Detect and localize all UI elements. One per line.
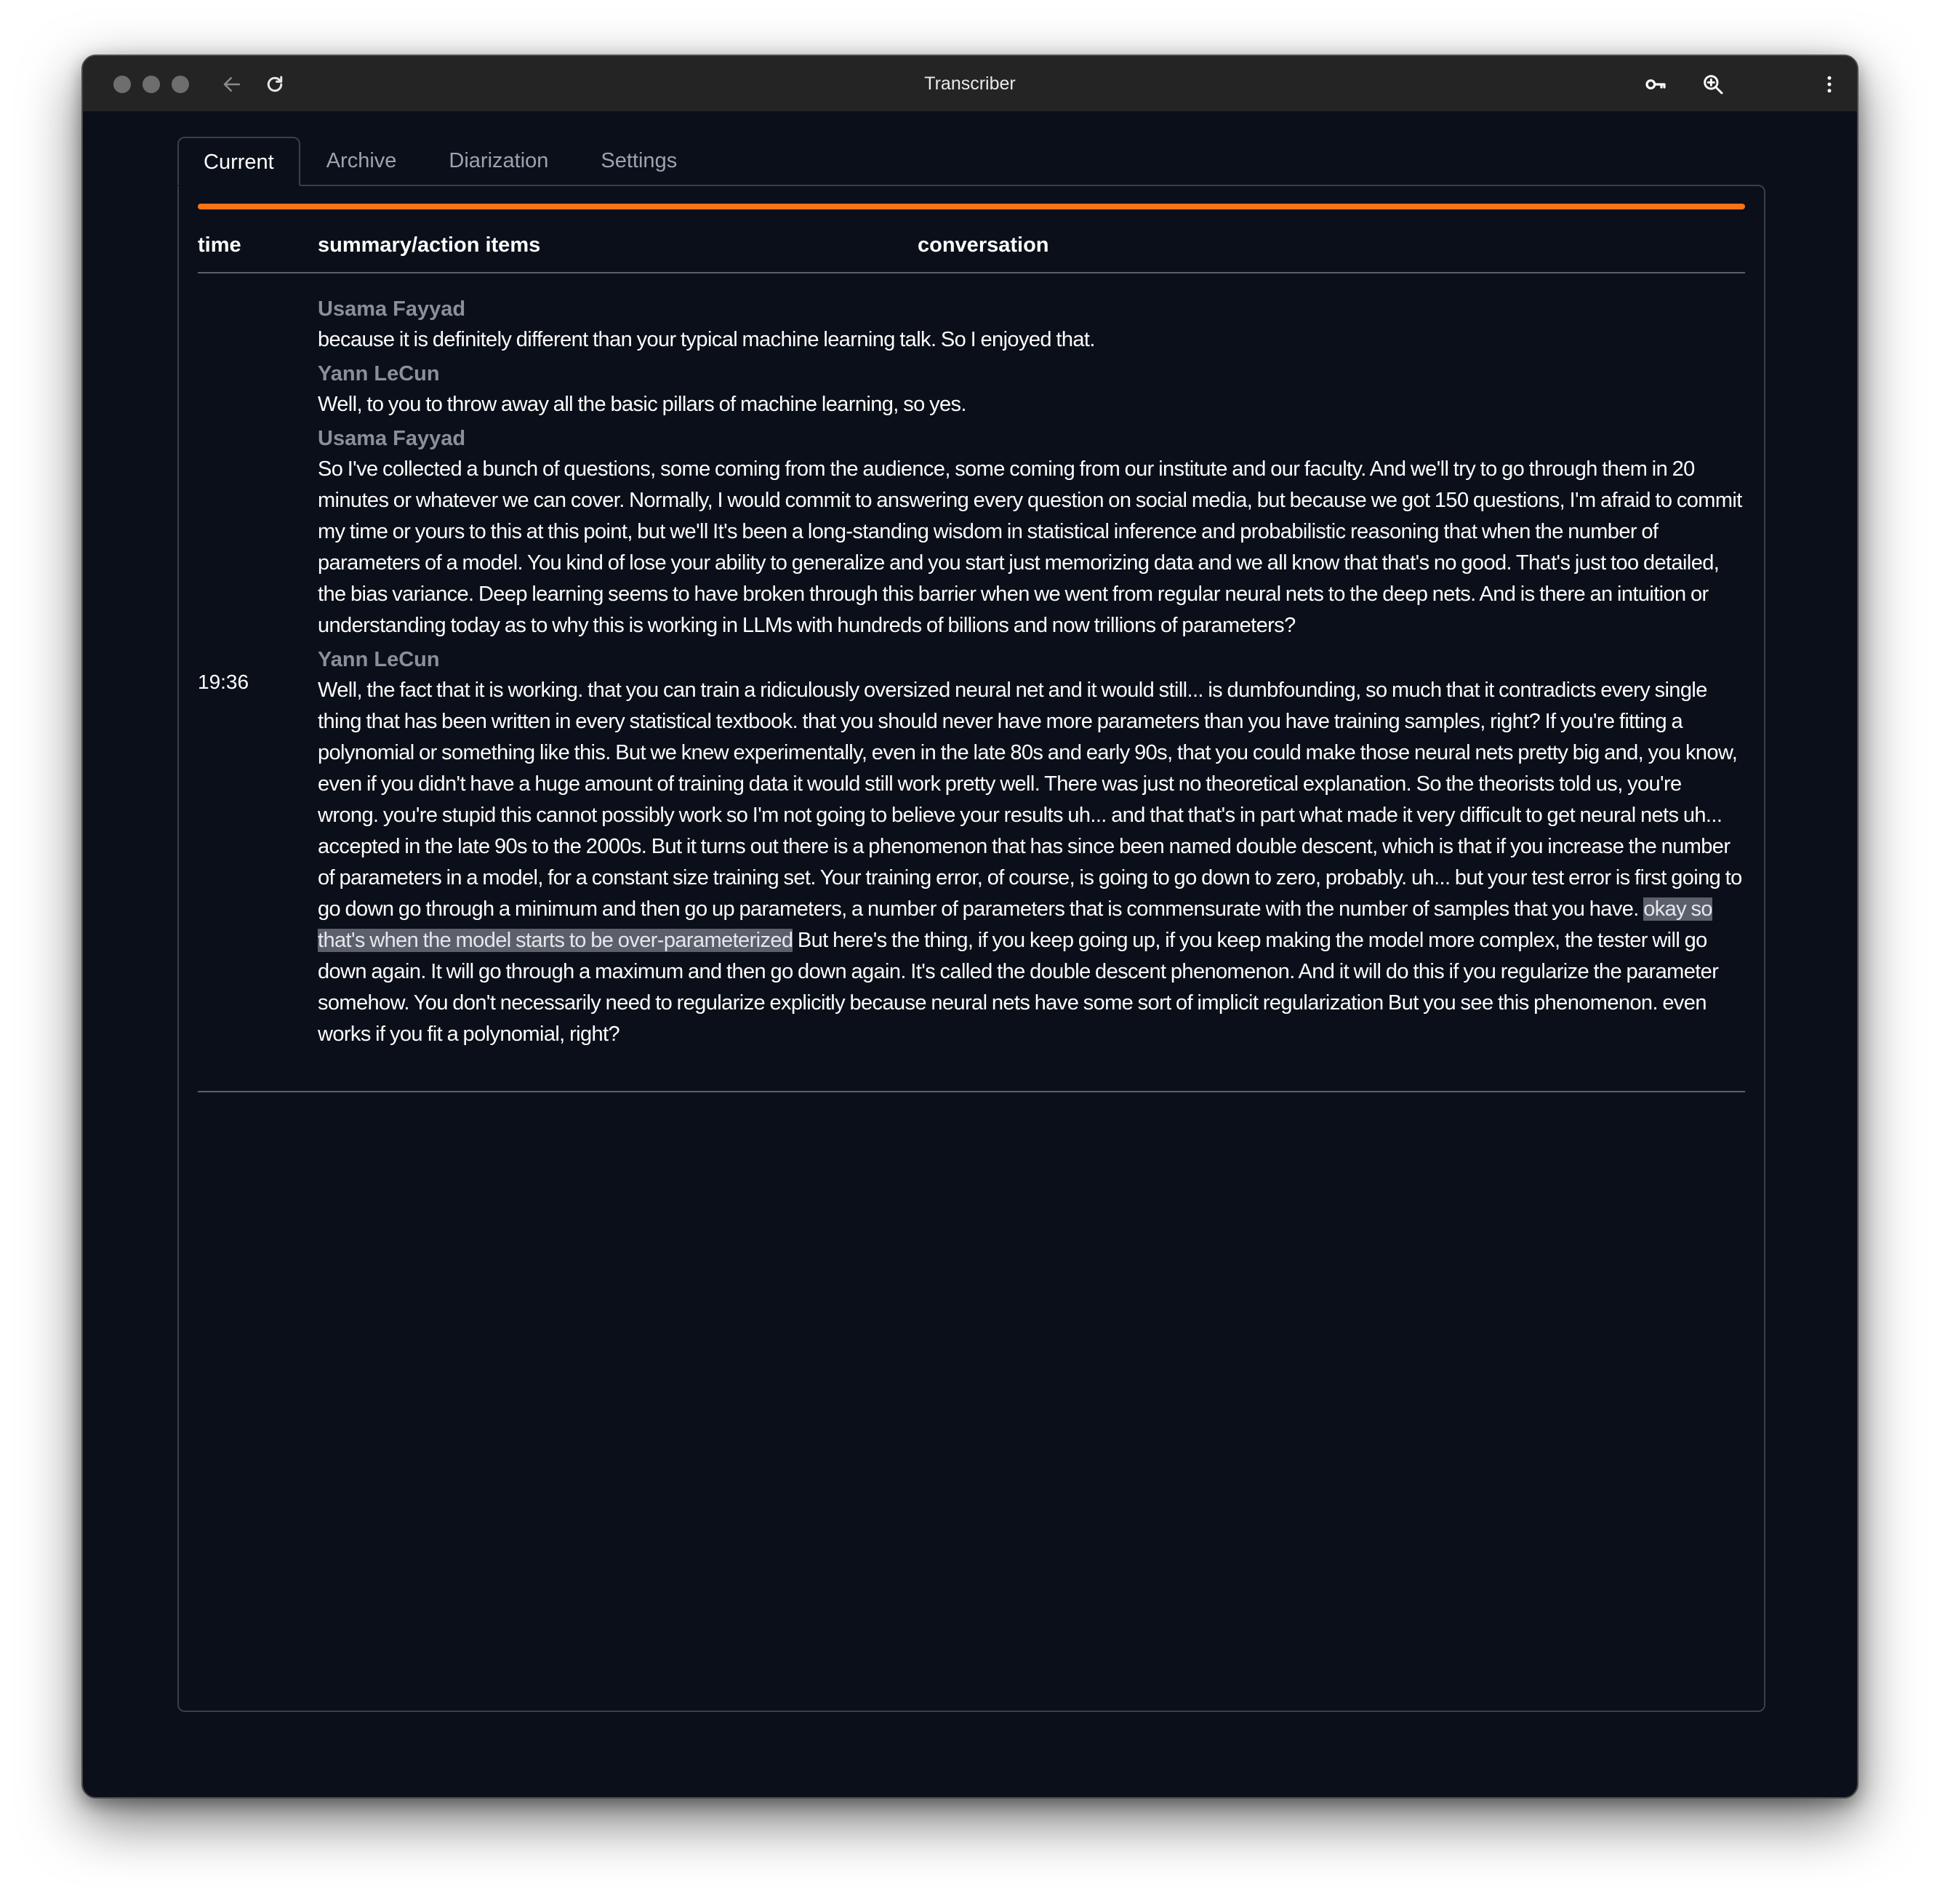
table-header xyxy=(198,220,1745,273)
tab-bar xyxy=(177,137,703,186)
progress-bar xyxy=(198,204,1745,209)
message-item xyxy=(318,644,1743,1050)
message-item xyxy=(318,423,1743,641)
more-vertical-icon[interactable] xyxy=(1816,71,1843,98)
message-text-before: Well, the fact that it is working. that you can train a ridiculously oversized neural net and it would still... is dumbfounding, so much that it contradicts every single thing that has been written in every statistical textbook. that you should never have more parameters than you have training samples, right? If you're fitting a polynomial or something like this. But we knew experimentally, even in the late 80s and early 90s, that you could make those neural nets pretty big and, you know, even if you didn't have a huge amount of training data it would still work pretty well. There was just no theoretical explanation. So the theorists told us, you're wrong. you're stupid this cannot possibly work so I'm not going to believe your results uh... and that that's in part what made it very difficult to get neural nets uh... accepted in the late 90s to the 2000s. But it turns out there is a phenomenon that has since been named double descent, which is that if you increase the number of parameters in a model, for a constant size training set. Your training error, of course, is going to go down to zero, probably. uh... but your test error is first going to go down go through a minimum and then go up parameters, a number of parameters that is commensurate with the number of samples that you have. xyxy=(318,679,1742,921)
message-item xyxy=(318,294,1743,356)
speaker-name: Usama Fayyad xyxy=(318,427,466,450)
key-icon[interactable] xyxy=(1642,71,1669,98)
table-row xyxy=(198,273,1745,1092)
conversation-cell xyxy=(318,294,1743,1053)
window-title: Transcriber xyxy=(924,73,1016,94)
message-text: because it is definitely different than your typical machine learning talk. So I enjoyed that. xyxy=(318,328,1095,351)
column-header-time: time xyxy=(198,233,241,257)
highlighted-text[interactable]: okay so that's when the model starts to be over-parameterized xyxy=(318,897,1712,952)
zoom-in-icon[interactable] xyxy=(1699,71,1727,98)
title-bar xyxy=(83,56,1857,111)
speaker-name: Usama Fayyad xyxy=(318,297,466,321)
tab-archive[interactable]: Archive xyxy=(326,149,397,172)
row-time: 19:36 xyxy=(198,671,249,693)
message-text: So I've collected a bunch of questions, some coming from the audience, some coming from our institute and our faculty. And we'll try to go through them in 20 minutes or whatever we can cover. Normally, I would commit to answering every question on social media, but because we got 150 questions, I'm afraid to commit my time or yours to this at this point, but we'll It's been a long-standing wisdom in statistical inference and probabilistic reasoning that when the number of parameters of a model. You kind of lose your ability to generalize and you start just memorizing data and we all know that that's no good. That's just too detailed, the bias variance. Deep learning seems to have broken through this barrier when we went from regular neural nets to the deep nets. And is there an intuition or understanding today as to why this is working in LLMs with hundreds of billions and now trillions of parameters? xyxy=(318,457,1742,637)
speaker-name: Yann LeCun xyxy=(318,648,440,671)
speaker-name: Yann LeCun xyxy=(318,362,440,385)
column-header-summary: summary/action items xyxy=(318,233,541,257)
message-text-after: But here's the thing, if you keep going up, if you keep making the model more complex, the tester will go down again. It will go through a maximum and then go down again. It's called the double descent phenomenon. And it will do this if you regularize the parameter somehow. You don't necessarily need to regularize explicitly because neural nets have some sort of implicit regularization But you see this phenomenon. even works if you fit a polynomial, right? xyxy=(318,929,1719,1046)
message-text xyxy=(318,675,1743,1050)
app-window xyxy=(81,55,1858,1799)
tab-diarization[interactable]: Diarization xyxy=(449,149,549,172)
message-text: Well, to you to throw away all the basic pillars of machine learning, so yes. xyxy=(318,393,966,416)
current-panel xyxy=(177,185,1765,1712)
tab-current[interactable]: Current xyxy=(177,137,300,186)
column-header-conversation: conversation xyxy=(918,233,1049,257)
tab-settings[interactable]: Settings xyxy=(601,149,678,172)
message-item xyxy=(318,359,1743,420)
